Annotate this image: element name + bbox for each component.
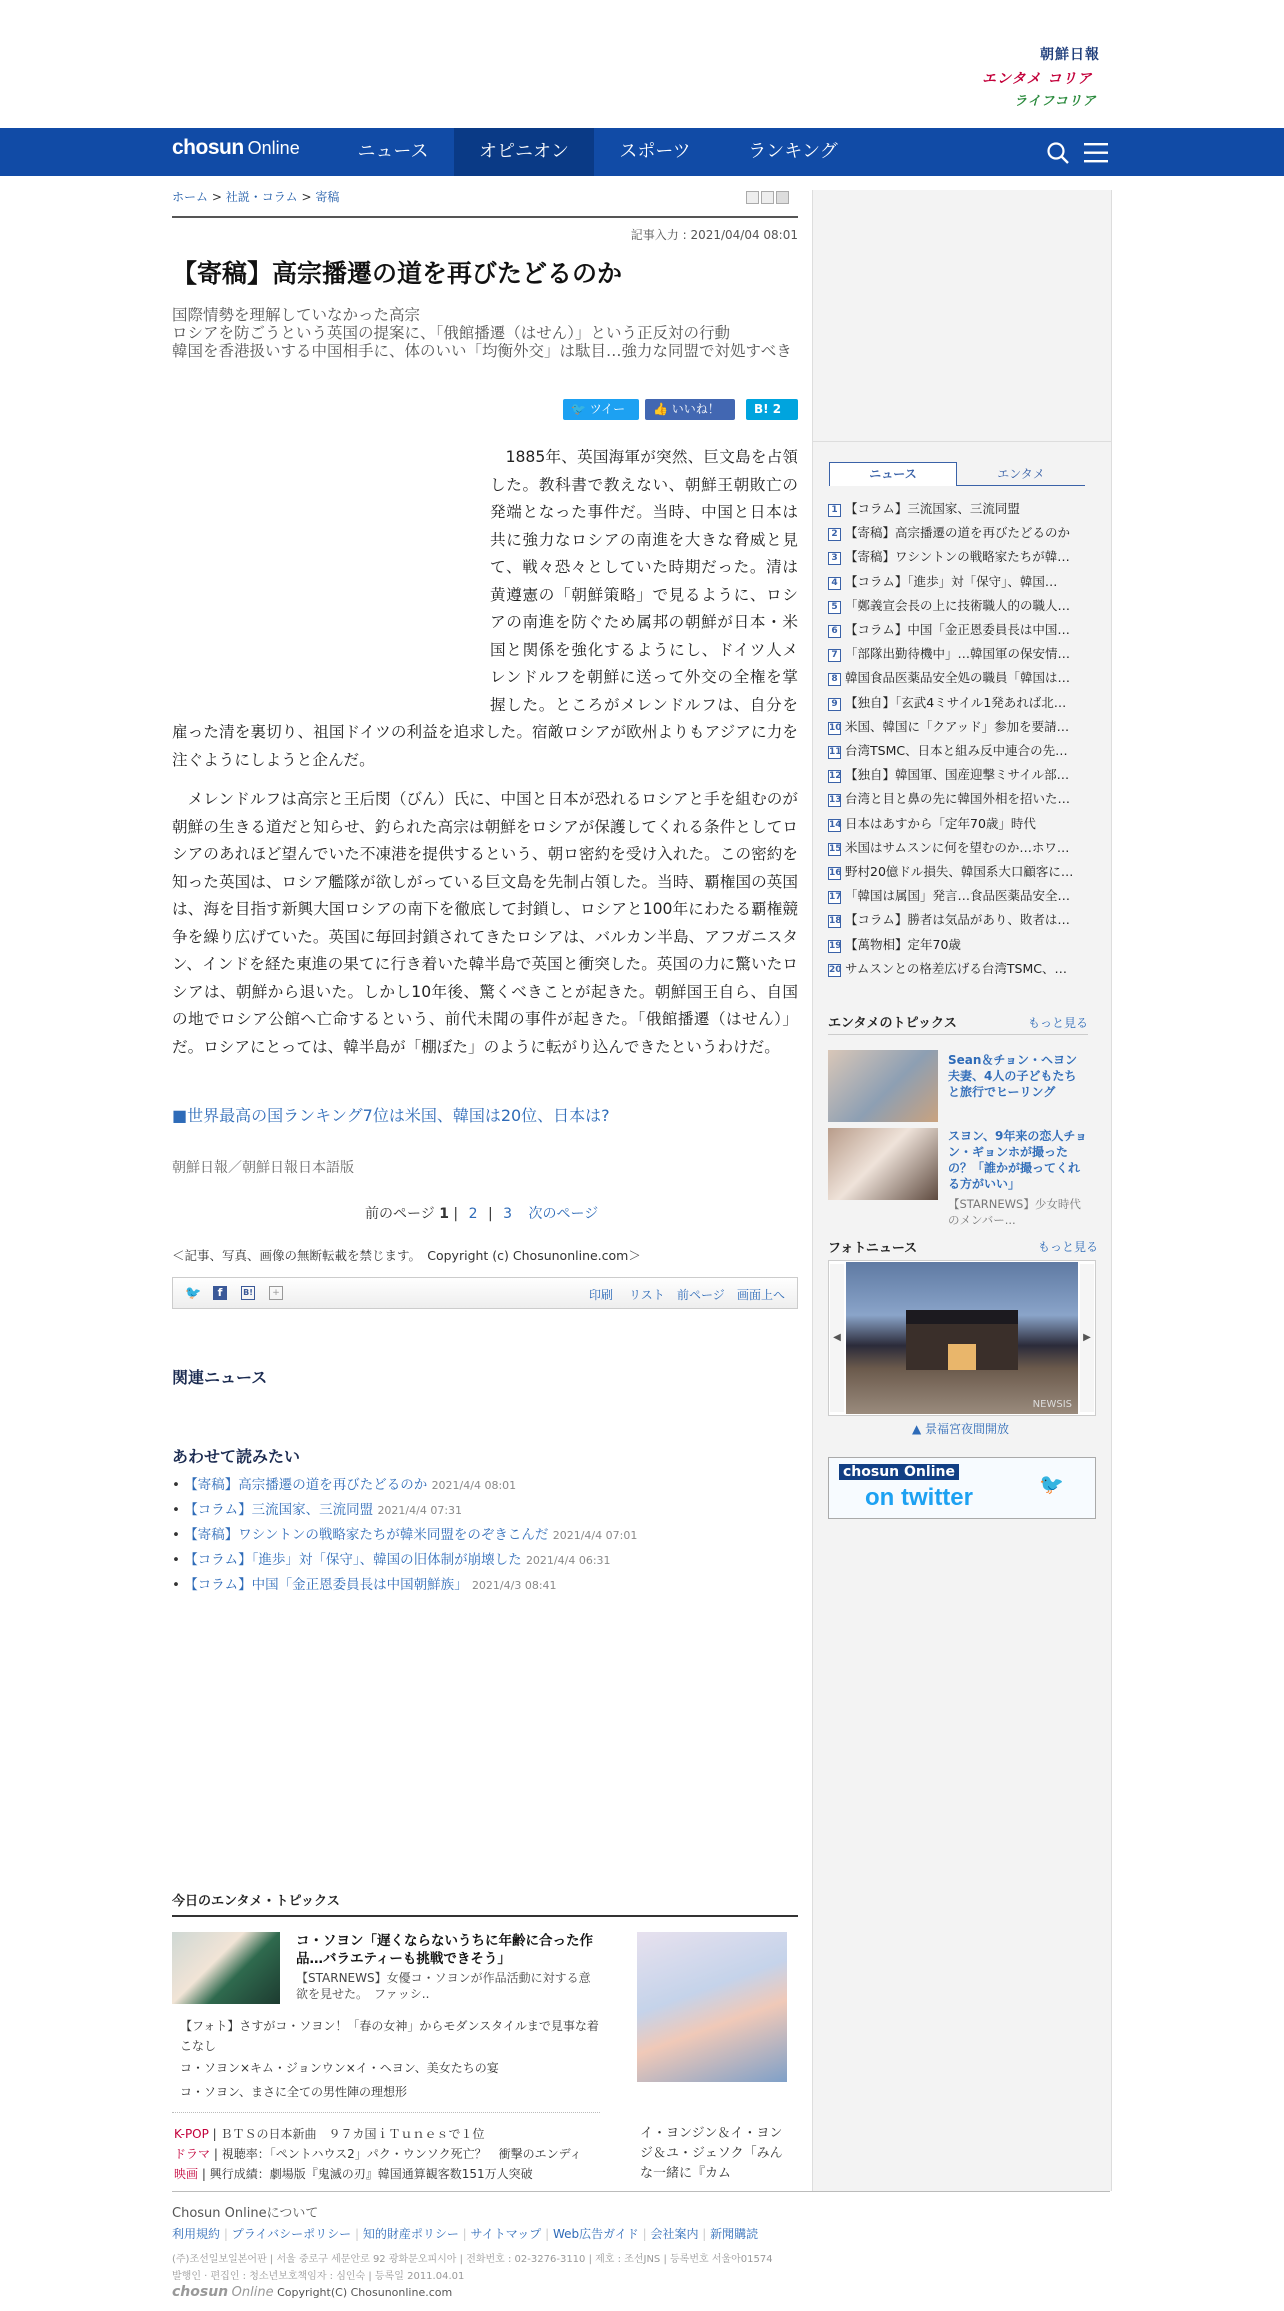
ranking-title: 「韓国は属国」発言…食品医薬品安全… (845, 888, 1071, 904)
breadcrumb-contribution[interactable]: 寄稿 (315, 190, 340, 204)
entame-topic-photo[interactable] (828, 1128, 938, 1200)
ranking-item[interactable] (828, 957, 1088, 981)
banner-twitter-text: on twitter (865, 1484, 973, 1511)
like-button[interactable]: 👍 いいね！ 2 (645, 399, 735, 420)
article-source: 朝鮮日報／朝鮮日報日本語版 (172, 1160, 354, 1176)
tab-sidebar-news[interactable]: ニュース (829, 462, 957, 486)
ranking-item[interactable] (828, 812, 1088, 836)
list-item[interactable]: • 【コラム】中国「金正恩委員長は中国朝鮮族」 2021/4/3 08:41 (172, 1573, 637, 1598)
list-item[interactable]: • 【コラム】「進歩」対「保守」、韓国の旧体制が崩壊した 2021/4/4 06:31 (172, 1548, 637, 1573)
entame-today-heading: 今日のエンタメ・トピックス (172, 1890, 798, 1917)
main-nav (0, 128, 1284, 176)
scroll-top-link[interactable]: 画面上へ (737, 1288, 786, 1302)
ranking-title: 「鄭義宣会長の上に技術職人的の職人… (845, 597, 1071, 613)
entame-topics-heading: エンタメのトピックス (828, 1016, 957, 1031)
page-3-link[interactable]: 3 (503, 1206, 513, 1222)
article-subtitles (172, 306, 798, 360)
ranking-item[interactable] (828, 666, 1088, 690)
entame-divider (172, 2112, 600, 2113)
ranking-item[interactable] (828, 570, 1088, 594)
ranking-title: 【独自】「玄武4ミサイル1発あれば北… (845, 694, 1067, 710)
entame-korea-logo[interactable]: エンタメ コリア (982, 71, 1093, 87)
ranking-number: 18 (829, 916, 842, 927)
ranking-number: 16 (829, 868, 842, 879)
article-dateline: 記事入力 : 2021/04/04 08:01 (172, 216, 798, 243)
tab-sidebar-entame[interactable]: エンタメ (957, 465, 1085, 486)
ranking-number: 11 (829, 747, 842, 758)
breadcrumb (172, 188, 339, 205)
nav-brand[interactable]: chosun Online (172, 136, 300, 159)
ranking-item[interactable] (828, 618, 1088, 642)
photo-watermark: NEWSIS (1032, 1399, 1072, 1410)
ranking-item[interactable] (828, 836, 1088, 860)
prev-page-button[interactable]: 前のページ (365, 1206, 435, 1222)
ranking-title: 野村20億ドル損失、韓国系大口顧客に… (845, 864, 1074, 880)
ranking-title: 米国、韓国に「クアッド」参加を要請… (845, 718, 1070, 734)
ranking-item[interactable] (828, 715, 1088, 739)
tag-label: 映画 (174, 2167, 199, 2181)
entame-topic-photo[interactable] (828, 1050, 938, 1122)
entame-today-section (172, 1890, 798, 1917)
entame-main-title[interactable]: コ・ソヨン「遅くならないうちに年齢に合った作品…バラエティーも挑戦できそう」 (296, 1933, 593, 1967)
footer (172, 2191, 1110, 2300)
tag-label: ドラマ (174, 2147, 211, 2161)
subtitle-line: 韓国を香港扱いする中国相手に、体のいい「均衡外交」は駄目…強力な同盟で対処すべき (172, 342, 792, 360)
footer-link[interactable]: 利用規約 (172, 2227, 221, 2241)
read-together-list (172, 1473, 637, 1598)
article-toolbar (172, 1277, 798, 1309)
twitter-share-icon[interactable]: 🐦 (185, 1286, 202, 1301)
ranking-item[interactable] (828, 739, 1088, 763)
ranking-title: 米国はサムスンに何を望むのか…ホワ… (845, 839, 1070, 855)
ranking-number: 3 (828, 552, 841, 565)
ranking-title: 【コラム】三流国家、三流同盟 (845, 501, 1020, 516)
twitter-icon: 🐦 (571, 402, 586, 416)
ranking-title: 「部隊出勤待機中」…韓国軍の保安情… (845, 646, 1071, 662)
ranking-title: 台湾と目と鼻の先に韓国外相を招いた… (845, 791, 1071, 807)
ranking-number: 12 (829, 771, 842, 782)
footer-link[interactable]: プライバシーポリシー (231, 2227, 352, 2241)
photo-news-heading: フォトニュース (828, 1241, 918, 1256)
banner-chosun-text: chosun Online (839, 1464, 959, 1480)
footer-links: 利用規約 | プライバシーポリシー | 知的財産ポリシー | サイトマップ | Web広告ガイド | 会社案内 | 新聞購読 (172, 2227, 759, 2241)
ranking-item[interactable] (828, 642, 1088, 666)
bookmark-share-icon[interactable]: + (269, 1286, 283, 1300)
article-photo-area (172, 444, 490, 708)
ranking-title: 【寄稿】高宗播遷の道を再びたどるのか (845, 525, 1071, 541)
tab-ranking[interactable]: ランキング (748, 141, 838, 162)
current-page: 1 (439, 1206, 449, 1222)
ranking-item[interactable] (828, 691, 1088, 715)
article-paragraph: メレンドルフは高宗と王后閔（びん）氏に、中国と日本が恐れるロシアと手を組むのが朝鮮の生きる道だと知らせ、釣られた高宗は朝鮮をロシアが保護してくれる条件としてロシアのあれほど望んでいた不凍港を提供するという、朝ロ密約を受け入れた。この密約を知った英国は、ロシア艦隊が欲しがっている巨文島を先制占領した。当時、覇権国の英国は、海を目指す新興大国ロシアの南下を徹底して封鎖し、ロシアと100年にわたる覇権競争を繰り広げていた。英国に毎回封鎖されてきたロシアは、バルカン半島、アフガニスタン、インドを経た東進の果てに行き着いた韓半島で英国と衝突した。英国の力に驚いたロシアは、朝鮮から退いた。しかし10年後、驚くべきことが起きた。朝鮮国王自ら、自国の地でロシア公館へ亡命するという、前代未聞の事件が起きた。「俄館播遷（はせん）」だ。ロシアにとっては、韓半島が「棚ぼた」のように転がり込んできたというわけだ。 (172, 790, 798, 1056)
entame-sub-item[interactable]: 【フォト】さすがコ・ソヨン！「春の女神」からモダンスタイルまで見事な着こなし (180, 2019, 599, 2053)
article-paragraph: 1885年、英国海軍が突然、巨文島を占領した。教科書で教えない、朝鮮王朝敗亡の発端となった事件だ。当時、中国と日本は共に強力なロシアの南進を大きな脅威と見て、戦々恐々としていた時期だった。清は黄遵憲の「朝鮮策略」で見るように、ロシアの南進を防ぐため属邦の朝鮮が日本・米国と関係を強化するようにし、ドイツ人メレンドルフを朝鮮に送って外交の全権を掌握した。ところがメレンドルフは、自分を雇った清を裏切り、祖国ドイツの利益を追求した。宿敵ロシアが欧州よりもアジアに力を注ぐようにしようと企んだ。 (172, 448, 798, 769)
ranking-title: 【独自】韓国軍、国産迎撃ミサイル部… (845, 767, 1070, 783)
read-together-heading: あわせて読みたい (172, 1447, 301, 1466)
photo-news-more[interactable]: もっと見る (1038, 1240, 1099, 1254)
ranking-number: 4 (828, 577, 841, 590)
ranking-title: 台湾TSMC、日本と組み反中連合の先… (845, 743, 1068, 759)
ranking-number: 19 (829, 940, 842, 951)
carousel-next-button[interactable]: ▶ (1080, 1264, 1094, 1412)
subtitle-line: 国際情勢を理解していなかった高宗 (172, 306, 421, 324)
footer-link[interactable]: Web広告ガイド (552, 2227, 639, 2241)
footer-link[interactable]: サイトマップ (470, 2227, 542, 2241)
font-size-buttons (746, 191, 789, 208)
entame-main-photo[interactable] (172, 1932, 280, 2004)
ranking-number: 14 (829, 819, 842, 830)
twitter-banner[interactable] (828, 1457, 1096, 1519)
font-small-button[interactable] (746, 191, 759, 204)
carousel-prev-button[interactable]: ◀ (830, 1264, 844, 1412)
photo-news-caption[interactable]: ▲ 景福宮夜間開放 (912, 1422, 1010, 1436)
hatena-button[interactable]: B! 2 (746, 399, 798, 420)
footer-link[interactable]: 知的財産ポリシー (362, 2227, 459, 2241)
tab-sports[interactable]: スポーツ (619, 141, 691, 162)
footer-link[interactable]: 会社案内 (650, 2227, 699, 2241)
ranking-item[interactable] (828, 787, 1088, 811)
ranking-number: 8 (828, 673, 841, 686)
page-2-link[interactable]: 2 (468, 1206, 478, 1222)
ranking-title: 【コラム】「進歩」対「保守」、韓国… (845, 573, 1058, 589)
thumbs-up-icon: 👍 (653, 402, 668, 416)
ranking-title: 韓国食品医薬品安全処の職員「韓国は… (845, 670, 1071, 686)
ranking-title: 【コラム】中国「金正恩委員長は中国… (845, 622, 1070, 638)
related-article-link[interactable]: ■世界最高の国ランキング7位は米国、韓国は20位、日本は? (172, 1106, 610, 1125)
ranking-title: 【コラム】勝者は気品があり、敗者は… (845, 912, 1070, 928)
ranking-number: 9 (828, 698, 841, 711)
ranking-number: 7 (828, 649, 841, 662)
footer-brand: chosun (172, 2284, 229, 2300)
ranking-number: 1 (828, 504, 841, 517)
pager-separator: | (487, 1206, 493, 1222)
entame-topic-desc: 【STARNEWS】少女時代のメンバー... (948, 1197, 1081, 1227)
breadcrumb-separator: > (301, 190, 312, 204)
next-page-button[interactable]: 次のページ (528, 1206, 599, 1222)
sidebar-ad-area (813, 190, 1111, 442)
ranking-item[interactable] (828, 594, 1088, 618)
ranking-item[interactable] (828, 521, 1088, 545)
list-item[interactable]: • 【寄稿】ワシントンの戦略家たちが韓米同盟をのぞきこんだ 2021/4/4 07:01 (172, 1523, 637, 1548)
font-medium-button[interactable] (761, 191, 774, 204)
menu-icon[interactable] (1084, 142, 1108, 164)
photo-news-image[interactable] (846, 1262, 1078, 1414)
ranking-number: 17 (829, 892, 842, 903)
related-news-heading: 関連ニュース (172, 1368, 268, 1387)
footer-link[interactable]: 新聞購読 (710, 2227, 759, 2241)
entame-tag-item[interactable]: K-POP | ＢＴＳの日本新曲 ９７カ国ｉＴｕｎｅｓで１位 (174, 2127, 485, 2141)
ranking-number: 2 (828, 528, 841, 541)
entame-topic-title[interactable]: Sean＆チョン・ヘヨン夫妻、4人の子どもたちと旅行でヒーリング (948, 1053, 1078, 1099)
search-icon[interactable] (1046, 141, 1070, 165)
footer-publisher-info: 발행인 · 편집인 : 청소년보호책임자 : 심인숙 | 등록일 2011.04.01 (172, 2271, 465, 2282)
footer-copyright: chosun Online Copyright(C) Chosunonline.com (172, 2284, 453, 2300)
ranking-title: 【寄稿】ワシントンの戦略家たちが韓… (845, 549, 1070, 565)
tab-news[interactable]: ニュース (357, 141, 429, 162)
tag-label: K-POP (174, 2127, 209, 2141)
ranking-number: 6 (828, 625, 841, 638)
palace-gate-light (948, 1344, 976, 1370)
chosun-ilbo-logo[interactable]: 朝鮮日報 (1040, 47, 1100, 63)
entame-tag-item[interactable]: 映画 | 興行成績：劇場版『鬼滅の刃』韓国通算観客数151万人突破 (174, 2167, 533, 2181)
entame-main-desc: 【STARNEWS】女優コ・ソヨンが作品活動に対する意欲を見せた。 ファッシ.. (296, 1971, 591, 2001)
facebook-share-icon[interactable]: f (213, 1286, 227, 1300)
entame-right-photo[interactable] (637, 1932, 787, 2082)
tweet-button[interactable]: 🐦 ツイート (563, 399, 639, 420)
tab-opinion[interactable]: オピニオン (454, 128, 594, 176)
ranking-item[interactable] (828, 545, 1088, 569)
subtitle-line: ロシアを防ごうという英国の提案に、「俄館播遷（はせん）」という正反対の行動 (172, 324, 731, 342)
breadcrumb-separator: > (211, 190, 222, 204)
ranking-number: 10 (829, 722, 842, 733)
ranking-item[interactable] (828, 884, 1088, 908)
breadcrumb-editorial[interactable]: 社説・コラム (225, 190, 298, 204)
entame-right-caption[interactable]: イ・ヨンジン＆イ・ヨンジ＆ユ・ジェソク「みんな一緒に『カム (640, 2126, 783, 2181)
article-body (172, 444, 798, 1073)
ranking-number: 15 (829, 843, 842, 854)
copyright-notice: ＜記事、写真、画像の無断転載を禁じます。 Copyright (c) Chosunonline.com＞ (172, 1248, 641, 1263)
hatena-share-icon[interactable]: B! (241, 1286, 255, 1300)
life-korea-logo[interactable]: ライフコリア (1014, 94, 1097, 109)
ranking-number: 13 (829, 795, 842, 806)
entame-sub-item[interactable]: コ・ソヨン、まさに全ての男性陣の理想形 (180, 2085, 408, 2099)
ranking-item[interactable] (828, 860, 1088, 884)
breadcrumb-home[interactable]: ホーム (172, 190, 209, 204)
list-item[interactable]: • 【寄稿】高宗播遷の道を再びたどるのか 2021/4/4 08:01 (172, 1473, 637, 1498)
font-large-button[interactable] (776, 191, 789, 204)
article-title: 【寄稿】高宗播遷の道を再びたどるのか (172, 259, 623, 288)
ranking-item[interactable] (828, 908, 1088, 932)
footer-about[interactable]: Chosun Onlineについて (172, 2206, 319, 2221)
entame-topics-more[interactable]: もっと見る (1028, 1016, 1089, 1030)
print-button[interactable]: 印刷 (589, 1288, 614, 1302)
ranking-title: 日本はあすから「定年70歳」時代 (845, 815, 1036, 831)
prev-page-link[interactable]: 前ページ (677, 1288, 725, 1302)
ranking-number: 5 (828, 601, 841, 614)
pager-separator: | (453, 1206, 459, 1222)
ranking-title: サムスンとの格差広げる台湾TSMC、… (845, 960, 1067, 976)
footer-company-info: (주)조선일보일본어판 | 서울 중로구 세문안로 92 광화문오피시아 | 전화번호 : 02-3276-3110 | 제호 : 조선JNS | 등록번호 서울아01574 (172, 2254, 773, 2265)
ranking-title: 【萬物相】定年70歳 (845, 936, 961, 952)
ranking-item[interactable] (828, 497, 1088, 521)
news-ranking-list (828, 497, 1088, 981)
pagination (365, 1203, 604, 1223)
entame-topics-divider (828, 1034, 1088, 1035)
ranking-item[interactable] (828, 763, 1088, 787)
entame-sub-item[interactable]: コ・ソヨン×キム・ジョンウン×イ・ヘヨン、美女たちの宴 (180, 2061, 499, 2075)
birds-icon: 🐦 (1039, 1472, 1064, 1496)
ranking-number: 20 (829, 964, 842, 975)
entame-topic-title[interactable]: スヨン、9年来の恋人チョン・ギョンホが撮ったの？「誰かが撮ってくれる方がいい」 (948, 1129, 1088, 1191)
ranking-item[interactable] (828, 933, 1088, 957)
list-item[interactable]: • 【コラム】三流国家、三流同盟 2021/4/4 07:31 (172, 1498, 637, 1523)
list-button[interactable]: リスト (629, 1288, 665, 1302)
entame-tag-item[interactable]: ドラマ | 視聴率：「ペントハウス2」パク・ウンソク死亡？ 衝撃のエンディ (174, 2147, 582, 2161)
